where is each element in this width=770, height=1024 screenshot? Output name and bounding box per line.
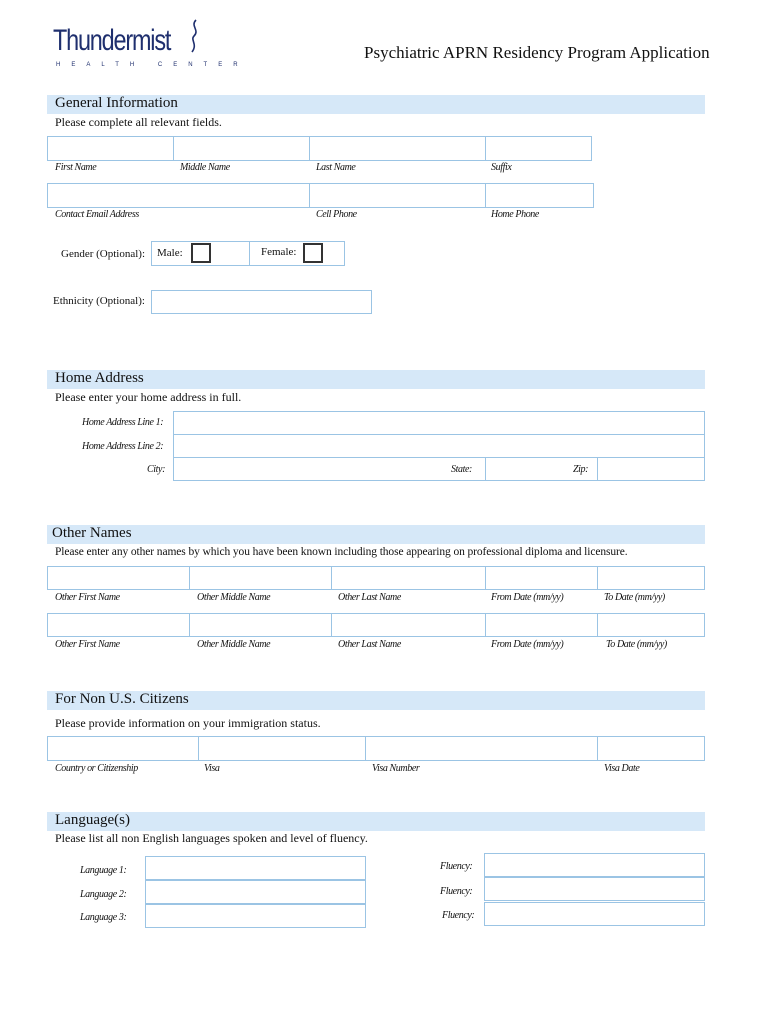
language-3-label: Language 3:	[80, 912, 127, 923]
middle-name-field[interactable]	[173, 136, 310, 161]
from-date-caption-2: From Date (mm/yy)	[491, 639, 564, 650]
other-first-name-caption-1: Other First Name	[55, 592, 120, 603]
last-name-field[interactable]	[309, 136, 486, 161]
visa-number-field[interactable]	[365, 736, 598, 761]
language-1-label: Language 1:	[80, 865, 127, 876]
cell-phone-caption: Cell Phone	[316, 209, 357, 220]
female-checkbox[interactable]	[303, 243, 323, 263]
visa-date-field[interactable]	[597, 736, 705, 761]
city-field[interactable]	[173, 457, 486, 481]
male-label: Male:	[157, 247, 183, 259]
to-date-caption-2: To Date (mm/yy)	[606, 639, 667, 650]
non-us-section-title: For Non U.S. Citizens	[55, 691, 189, 707]
fluency-1-label: Fluency:	[440, 861, 473, 872]
ethnicity-label: Ethnicity (Optional):	[53, 295, 145, 307]
other-last-name-field-2[interactable]	[331, 613, 486, 637]
country-caption: Country or Citizenship	[55, 763, 138, 774]
middle-name-caption: Middle Name	[180, 162, 230, 173]
zip-label: Zip:	[573, 464, 589, 475]
visa-date-caption: Visa Date	[604, 763, 640, 774]
other-last-name-field-1[interactable]	[331, 566, 486, 590]
city-label: City:	[147, 464, 165, 475]
last-name-caption: Last Name	[316, 162, 356, 173]
from-date-field-1[interactable]	[485, 566, 598, 590]
languages-section-subtitle: Please list all non English languages spoken and level of fluency.	[55, 831, 368, 845]
home-phone-field[interactable]	[485, 183, 594, 208]
fluency-3-label: Fluency:	[442, 910, 475, 921]
language-2-label: Language 2:	[80, 889, 127, 900]
address-line1-label: Home Address Line 1:	[82, 417, 164, 428]
to-date-caption-1: To Date (mm/yy)	[604, 592, 665, 603]
address-line1-field[interactable]	[173, 411, 705, 435]
other-middle-name-field-1[interactable]	[189, 566, 332, 590]
address-section-subtitle: Please enter your home address in full.	[55, 390, 242, 404]
other-names-section-title: Other Names	[52, 525, 132, 541]
address-section-title: Home Address	[55, 370, 144, 386]
address-section-bar	[47, 370, 705, 389]
other-last-name-caption-2: Other Last Name	[338, 639, 401, 650]
from-date-caption-1: From Date (mm/yy)	[491, 592, 564, 603]
email-field[interactable]	[47, 183, 310, 208]
languages-section-bar	[47, 812, 705, 831]
from-date-field-2[interactable]	[485, 613, 598, 637]
gender-label: Gender (Optional):	[61, 248, 145, 260]
general-section-title: General Information	[55, 95, 178, 111]
suffix-caption: Suffix	[491, 162, 512, 173]
non-us-section-subtitle: Please provide information on your immigration status.	[55, 716, 321, 730]
other-first-name-field-1[interactable]	[47, 566, 190, 590]
suffix-field[interactable]	[485, 136, 592, 161]
language-1-field[interactable]	[145, 856, 366, 880]
visa-number-caption: Visa Number	[372, 763, 420, 774]
fluency-3-field[interactable]	[484, 902, 705, 926]
fluency-2-label: Fluency:	[440, 886, 473, 897]
zip-field[interactable]	[597, 457, 705, 481]
other-names-section-bar	[47, 525, 705, 544]
first-name-field[interactable]	[47, 136, 174, 161]
fluency-1-field[interactable]	[484, 853, 705, 877]
home-phone-caption: Home Phone	[491, 209, 539, 220]
state-label: State:	[451, 464, 472, 475]
general-section-subtitle: Please complete all relevant fields.	[55, 115, 222, 129]
cell-phone-field[interactable]	[309, 183, 486, 208]
visa-caption: Visa	[204, 763, 220, 774]
language-3-field[interactable]	[145, 904, 366, 928]
other-middle-name-caption-2: Other Middle Name	[197, 639, 271, 650]
male-checkbox[interactable]	[191, 243, 211, 263]
address-line2-field[interactable]	[173, 434, 705, 458]
ethnicity-field[interactable]	[151, 290, 372, 314]
first-name-caption: First Name	[55, 162, 97, 173]
logo-subtext: HEALTH CENTER	[56, 62, 249, 68]
language-2-field[interactable]	[145, 880, 366, 904]
to-date-field-1[interactable]	[597, 566, 705, 590]
other-first-name-caption-2: Other First Name	[55, 639, 120, 650]
other-names-section-subtitle: Please enter any other names by which you have been known including those appearing on professional diploma and licensure.	[55, 546, 628, 558]
logo-text: Thundermist	[53, 24, 171, 57]
logo-swirl-icon	[186, 18, 202, 58]
document-title: Psychiatric APRN Residency Program Application	[364, 43, 710, 62]
other-last-name-caption-1: Other Last Name	[338, 592, 401, 603]
languages-section-title: Language(s)	[55, 812, 130, 828]
other-middle-name-caption-1: Other Middle Name	[197, 592, 271, 603]
other-first-name-field-2[interactable]	[47, 613, 190, 637]
other-middle-name-field-2[interactable]	[189, 613, 332, 637]
address-line2-label: Home Address Line 2:	[82, 441, 164, 452]
to-date-field-2[interactable]	[597, 613, 705, 637]
country-field[interactable]	[47, 736, 199, 761]
fluency-2-field[interactable]	[484, 877, 705, 901]
female-label: Female:	[261, 246, 297, 258]
visa-field[interactable]	[198, 736, 366, 761]
email-caption: Contact Email Address	[55, 209, 139, 220]
